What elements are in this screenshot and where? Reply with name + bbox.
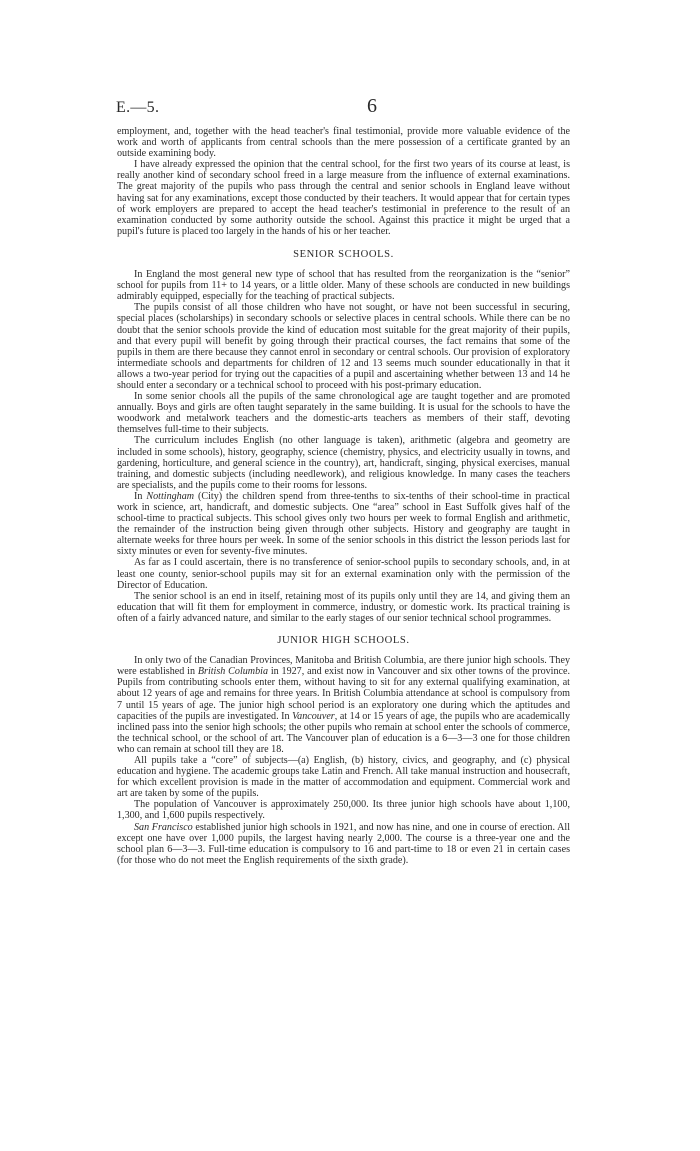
paragraph-senior-intro: In England the most general new type of school that has resulted from the reorganization is the “senior” school for pupils from 11+ to 14 years, or a little older. Many of these schools are conducted in new buildings admirably equipped, especially for the teaching of practical subjects.	[117, 269, 570, 303]
paragraph-senior-nottingham: In Nottingham (City) the children spend from three-tenths to six-tenths of their school-time in practical work in science, art, handicraft, and domestic subjects. One “area” school in East Suffolk gives half of the school-time to practical subjects. This school gives only two hours per week to formal English and arithmetic, the remainder of the instruction being given through other subjects. History and geography are taught in alternate weeks for three hours per week. In some of the senior schools in this district the lesson periods last for sixty minutes or even for seventy-five minutes.	[117, 490, 571, 558]
paragraph-junior-population: The population of Vancouver is approximately 250,000. Its three junior high schools have about 1,100, 1,300, and 1,600 pupils respectively.	[117, 799, 570, 822]
paragraph-senior-transference: As far as I could ascertain, there is no transference of senior-school pupils to secondary schools, and, in at least one county, senior-school pupils may sit for an external examination only with the permission of the Director of Education.	[117, 557, 570, 591]
paragraph-junior-core: All pupils take a “core” of subjects—(a) English, (b) history, civics, and geography, and (c) physical education and hygiene. The academic groups take Latin and French. All take manual instruction and housecraft, for which excellent provision is made in the matter of accommodation and equipment. Commercial work and art are taken by some of the pupils.	[117, 754, 570, 800]
page-header	[116, 95, 566, 119]
section-heading-junior-high: JUNIOR HIGH SCHOOLS.	[277, 635, 410, 647]
section-heading-senior-schools: SENIOR SCHOOLS.	[293, 248, 394, 260]
junior-intro-text-b: in 1927, and exist now in Vancouver and six other towns of the province. Pupils from contributing schools enter them, without having to sit for any external qualifying examination, at about 12 years of age and remains for three years. In British Columbia attendance at school is compulsory from 7 until 15 years of age. The junior high school period is an exploratory one during which the aptitudes and capacities of the pupils are investigated. In	[117, 666, 570, 722]
junior-intro-text-c: , at 14 or 15 years of age, the pupils who are academically inclined pass into the senior high schools; the other pupils who remain at school enter the schools of commerce, the technical school, or the school of art. The Vancouver plan of education is a 6—3—3 one for those children who can remain at school till they are 18.	[117, 710, 570, 755]
junior-intro-text-a: In only two of the Canadian Provinces, Manitoba and British Columbia, are there junior high schools. They were established in	[117, 655, 570, 678]
document-reference: E.—5.	[116, 99, 160, 116]
paragraph-senior-pupils: The pupils consist of all those children who have not sought, or have not been successful in securing, special places (scholarships) in secondary schools or selective places in central schools. While there can be no doubt that the senior schools provide the kind of education most suitable for the great majority of their pupils, and that every pupil will benefit by going through their practical courses, the fact remains that some of the pupils in them are there because they cannot enrol in secondary or central schools. Our provision of exploratory intermediate schools and departments for children of 12 and 13 seems much sounder educationally in that it allows a two-year period for trying out the capacities of a pupil and ascertaining whether between 13 and 14 he should enter a secondary or a technical school to proceed with his post-primary education.	[117, 302, 570, 391]
paragraph-central-school-opinion: I have already expressed the opinion that the central school, for the first two years of its course at least, is really another kind of secondary school freed in a large measure from the influence of external examinations. The great majority of the pupils who pass through the central and senior schools in England leave without having sat for any examinations, except those conducted by their teachers. It would appear that for certain types of work employers are prepared to accept the head teacher's testimonial in preference to the result of an examination conducted by some authority outside the school. Against this practice it might be urged that a pupil's future is placed too largely in the hands of his or her teacher.	[117, 159, 570, 237]
paragraph-continued: employment, and, together with the head teacher's final testimonial, provide more valuable evidence of the work and worth of applicants from central schools than the mere possession of a certificate granted by an outside examining body.	[117, 126, 570, 160]
paragraph-senior-organization: In some senior chools all the pupils of the same chronological age are taught together and are promoted annually. Boys and girls are often taught separately in the same building. It is usual for the schools to have the woodwork and metalwork teachers and the domestic-arts teachers as members of their staff, devoting themselves full-time to their subjects.	[117, 391, 570, 436]
page-number: 6	[367, 95, 377, 117]
place-nottingham: Nottingham	[146, 490, 195, 502]
page-body	[117, 126, 570, 866]
paragraph-junior-intro	[117, 655, 570, 755]
place-san-francisco: San Francisco	[134, 821, 193, 833]
place-vancouver: Vancouver	[292, 710, 335, 722]
paragraph-senior-end: The senior school is an end in itself, retaining most of its pupils only until they are 14, and giving them an education that will fit them for employment in commerce, industry, or domestic work. Its practical training is often of a fairly advanced nature, and similar to the early stages of our senior technical school programmes.	[117, 590, 570, 624]
place-british-columbia: British Columbia	[197, 666, 268, 678]
paragraph-san-francisco-text: established junior high schools in 1921, and now has nine, and one in course of erection. All except one have over 1,000 pupils, the largest having nearly 2,000. The course is a three-year one and the school plan 6—3—3. Full-time education is compulsory to 16 and part-time to 18 or even 21 in certain cases (for those who do not meet the English requirements of the sixth grade).	[117, 821, 570, 866]
paragraph-senior-curriculum: The curriculum includes English (no other language is taken), arithmetic (algebra and geometry are included in some schools), history, geography, science (chemistry, physics, and electricity usually in towns, and gardening, horticulture, and general science in the country), art, handicraft, singing, physical exercises, manual training, and domestic subjects (including needlework), and religious knowledge. In many cases the teachers are specialists, and the pupils come to their rooms for lessons.	[117, 435, 570, 491]
paragraph-junior-san-francisco	[117, 822, 570, 866]
paragraph-nottingham-text: (City) the children spend from three-tenths to six-tenths of their school-time in practical work in science, art, handicraft, and domestic subjects. One “area” school in East Suffolk gives half of the school-time to practical subjects. This school gives only two hours per week to formal English and arithmetic, the remainder of the instruction being given through other subjects. History and geography are taught in alternate weeks for three hours per week. In some of the senior schools in this district the lesson periods last for sixty minutes or even for seventy-five minutes.	[117, 490, 571, 558]
